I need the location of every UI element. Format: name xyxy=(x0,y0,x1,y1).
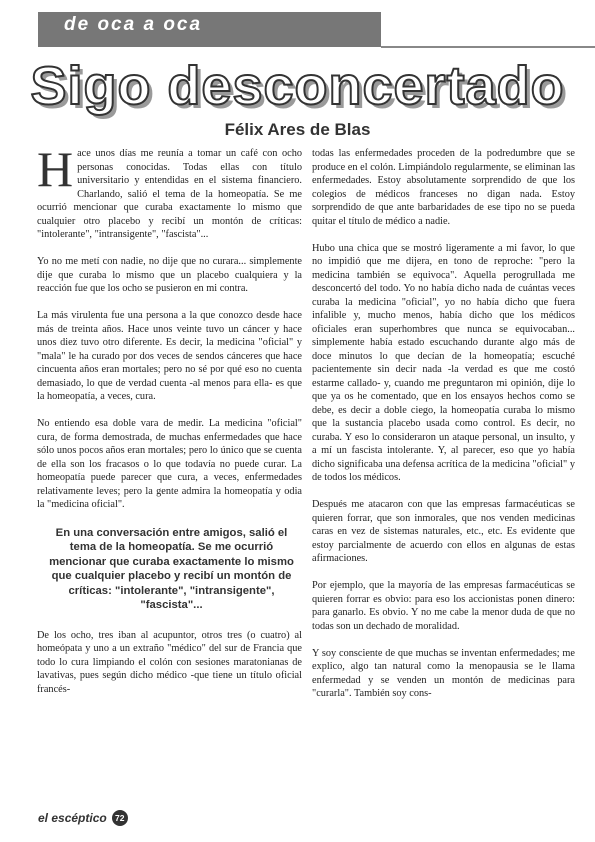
page-footer xyxy=(38,810,128,826)
paragraph: Yo no me metí con nadie, no dije que no curara... simplemente dije que curaba lo mismo que un placebo cualquiera y la reacción fue que los ocho se pusieron en mi contra. xyxy=(37,256,302,294)
paragraph: Por ejemplo, que la mayoría de las empresas farmacéuticas se quieren forrar es obvio: para eso los accionistas ponen dinero: para ganarlo. Es obvio. Y no me cabe la menor duda de que no todas son un dechado de moralidad. xyxy=(312,580,575,632)
paragraph: Y soy consciente de que muchas se inventan enfermedades; me explico, algo tan natural como la menopausia se le llama enfermedad y se venden un montón de medicinas para "curarla". También soy cons- xyxy=(312,647,575,699)
section-label: de oca a oca xyxy=(64,14,203,35)
header-rule xyxy=(381,46,595,48)
paragraph: todas las enfermedades proceden de la podredumbre que se produce en el colón. Limpiándolo regularmente, se eliminan las enfermedades. Estoy absolutamente sorprendido de que los colegios de médicos franceses no digan nada. Estoy sorprendido de que ante barbaridades de ese tipo no se pueda quitar el título de médico a nadie. xyxy=(312,148,575,227)
magazine-name: el escéptico xyxy=(38,811,107,825)
article-title: Sigo desconcertado xyxy=(30,56,565,116)
pull-quote: En una conversación entre amigos, salió el tema de la homeopatía. Se me ocurrió mencionar que curaba exactamente lo mismo que cualquier placebo y recibí un montón de críticas: "intolerante", "intransigente", "fascista"... xyxy=(49,526,294,611)
paragraph-text: ace unos días me reunía a tomar un café con ocho personas conocidas. Todas ellas con título universitario y entendidas en el sistema financiero. Charlando, salió el tema de la homeopatía. Se me ocurrió mencionar que curaba exactamente lo mismo que cualquier otro placebo y recibí un montón de críticas: "intolerante", "intransigente", "fascista"... xyxy=(37,148,302,240)
drop-cap: H xyxy=(37,141,74,197)
paragraph xyxy=(37,141,302,242)
page-number: 72 xyxy=(112,810,128,826)
paragraph: Hubo una chica que se mostró ligeramente a mi favor, lo que no impidió que me dijera, en tono de reproche: "pero la medicina también se equivoca". Aquella perogrullada me desconcertó del todo. Yo no había dicho nada de cuántas veces curaba la medicina "oficial", yo no había dicho que fuera infalible y, mucho menos, había dicho que los médicos oficiales eran superhombres que nunca se equivocaban... simplemente había estado escuchando durante algo más de doce minutos lo que decían de la homeopatía; escuché pacientemente sin decir nada -la verdad es que me costó estarme callado- y, cuando me preguntaron mi opinión, dije lo que ya os he comentado, que en los ensayos hechos como se debe, es decir a doble ciego, la homeopatía curaba lo mismo que la sustancia placebo usada como control. Es decir, no curaba. Y eso lo consideraron un ataque personal, un insulto, y a mí un fascista intolerante. Y, al parecer, eso que yo había dicho significaba una defensa acrítica de la medicina "oficial" y de todos los médicos. xyxy=(312,242,575,483)
right-column xyxy=(312,147,575,714)
paragraph: No entiendo esa doble vara de medir. La medicina "oficial" cura, de forma demostrada, de muchas enfermedades que hace sólo unos pocos años eran mortales; pero lo único que se cuenta de ella son los fracasos o lo que todavía no puede curar. La homeopatía puede parecer que cura, a veces, enfermedades relativamente leves; pero la gente admira la homeopatía y odia la "medicina oficial". xyxy=(37,418,302,510)
paragraph: De los ocho, tres iban al acupuntor, otros tres (o cuatro) al homeópata y uno a un extraño "médico" del sur de Francia que todo lo cura limpiando el colón con sesiones maratonianas de lavativas, pues según dicho médico -que tiene un título oficial francés- xyxy=(37,629,302,695)
article-author: Félix Ares de Blas xyxy=(224,120,371,139)
paragraph: Después me atacaron con que las empresas farmacéuticas se quieren forrar, que son inmorales, que nos venden medicinas caras en vez de sistemas naturales, etc., etc. Es evidente que estoy parcialmente de acuerdo con ellos en algunas de estas afirmaciones. xyxy=(312,499,575,564)
left-column xyxy=(37,141,302,710)
paragraph: La más virulenta fue una persona a la que conozco desde hace más de treinta años. Hace unos veinte tuvo un cáncer y hace unos diez tuvo otro diferente. Es decir, la medicina "oficial" y "mala" le ha curado por dos veces de sendos cánceres que hace cincuenta años eran mortales; pero no sé por qué eso no cuenta demasiado, lo que de verdad cuenta -al menos para ella- es que la homeopatía, a veces, cura. xyxy=(37,310,302,402)
